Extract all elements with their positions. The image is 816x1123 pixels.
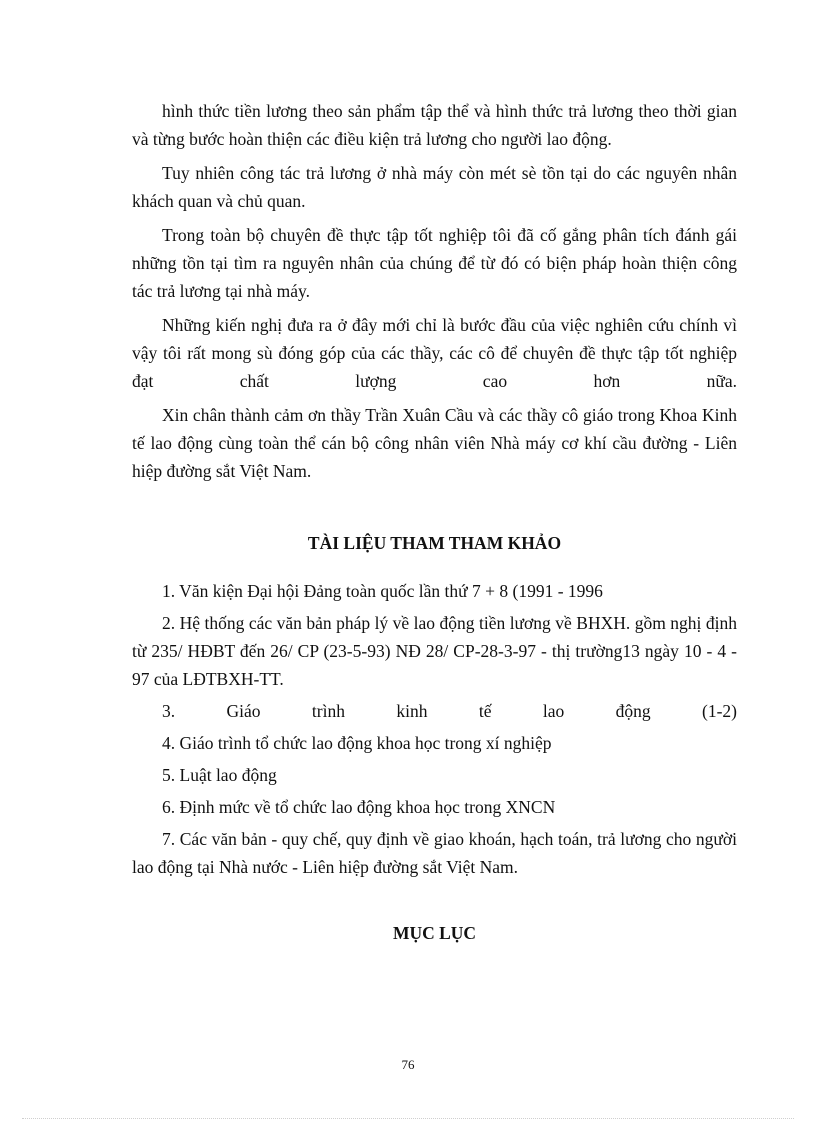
- paragraph-analysis: Trong toàn bộ chuyên đề thực tập tốt nghiệp tôi đã cố gắng phân tích đánh gái những tồn tại tìm ra nguyên nhân của chúng để từ đó có biện pháp hoàn thiện công tác trả lương tại nhà máy.: [132, 225, 737, 301]
- reference-item-3: 3. Giáo trình kinh tế lao động (1-2): [162, 701, 737, 721]
- page-number: 76: [401, 1057, 415, 1072]
- paragraph-recommendations: Những kiến nghị đưa ra ở đây mới chỉ là bước đầu của việc nghiên cứu chính vì vậy tôi rất mong sù đóng góp của các thầy, các cô để chuyên đề thực tập tốt nghiệp đạt chất lượng cao hơn nữa.: [132, 315, 737, 391]
- reference-item-2: 2. Hệ thống các văn bản pháp lý về lao động tiền lương về BHXH. gồm nghị định từ 235/ HĐBT đến 26/ CP (23-5-93) NĐ 28/ CP-28-3-97 - thị trường13 ngày 10 - 4 - 97 của LĐTBXH-TT.: [132, 613, 737, 689]
- page-bottom-divider: [22, 1118, 794, 1119]
- paragraph-acknowledgements: Xin chân thành cảm ơn thầy Trần Xuân Cầu và các thầy cô giáo trong Khoa Kinh tế lao động cùng toàn thể cán bộ công nhân viên Nhà máy cơ khí cầu đường - Liên hiệp đường sắt Việt Nam.: [132, 405, 737, 481]
- paragraph-existing-issues: Tuy nhiên công tác trả lương ở nhà máy còn mét sè tồn tại do các nguyên nhân khách quan và chủ quan.: [132, 163, 737, 211]
- reference-item-6: 6. Định mức về tổ chức lao động khoa học trong XNCN: [162, 797, 556, 817]
- table-of-contents-heading: MỤC LỤC: [392, 923, 477, 943]
- reference-item-5: 5. Luật lao động: [162, 765, 277, 785]
- references-heading: TÀI LIỆU THAM THAM KHẢO: [307, 533, 562, 553]
- reference-item-7: 7. Các văn bản - quy chế, quy định về giao khoán, hạch toán, trả lương cho người lao động tại Nhà nước - Liên hiệp đường sắt Việt Nam.: [132, 829, 737, 877]
- paragraph-wage-forms: hình thức tiền lương theo sản phẩm tập thể và hình thức trả lương theo thời gian và từng bước hoàn thiện các điều kiện trả lương cho người lao động.: [132, 101, 737, 149]
- page-content: [132, 97, 737, 947]
- reference-item-1: 1. Văn kiện Đại hội Đảng toàn quốc lần thứ 7 + 8 (1991 - 1996: [162, 581, 603, 601]
- reference-item-4: 4. Giáo trình tổ chức lao động khoa học trong xí nghiệp: [162, 733, 552, 753]
